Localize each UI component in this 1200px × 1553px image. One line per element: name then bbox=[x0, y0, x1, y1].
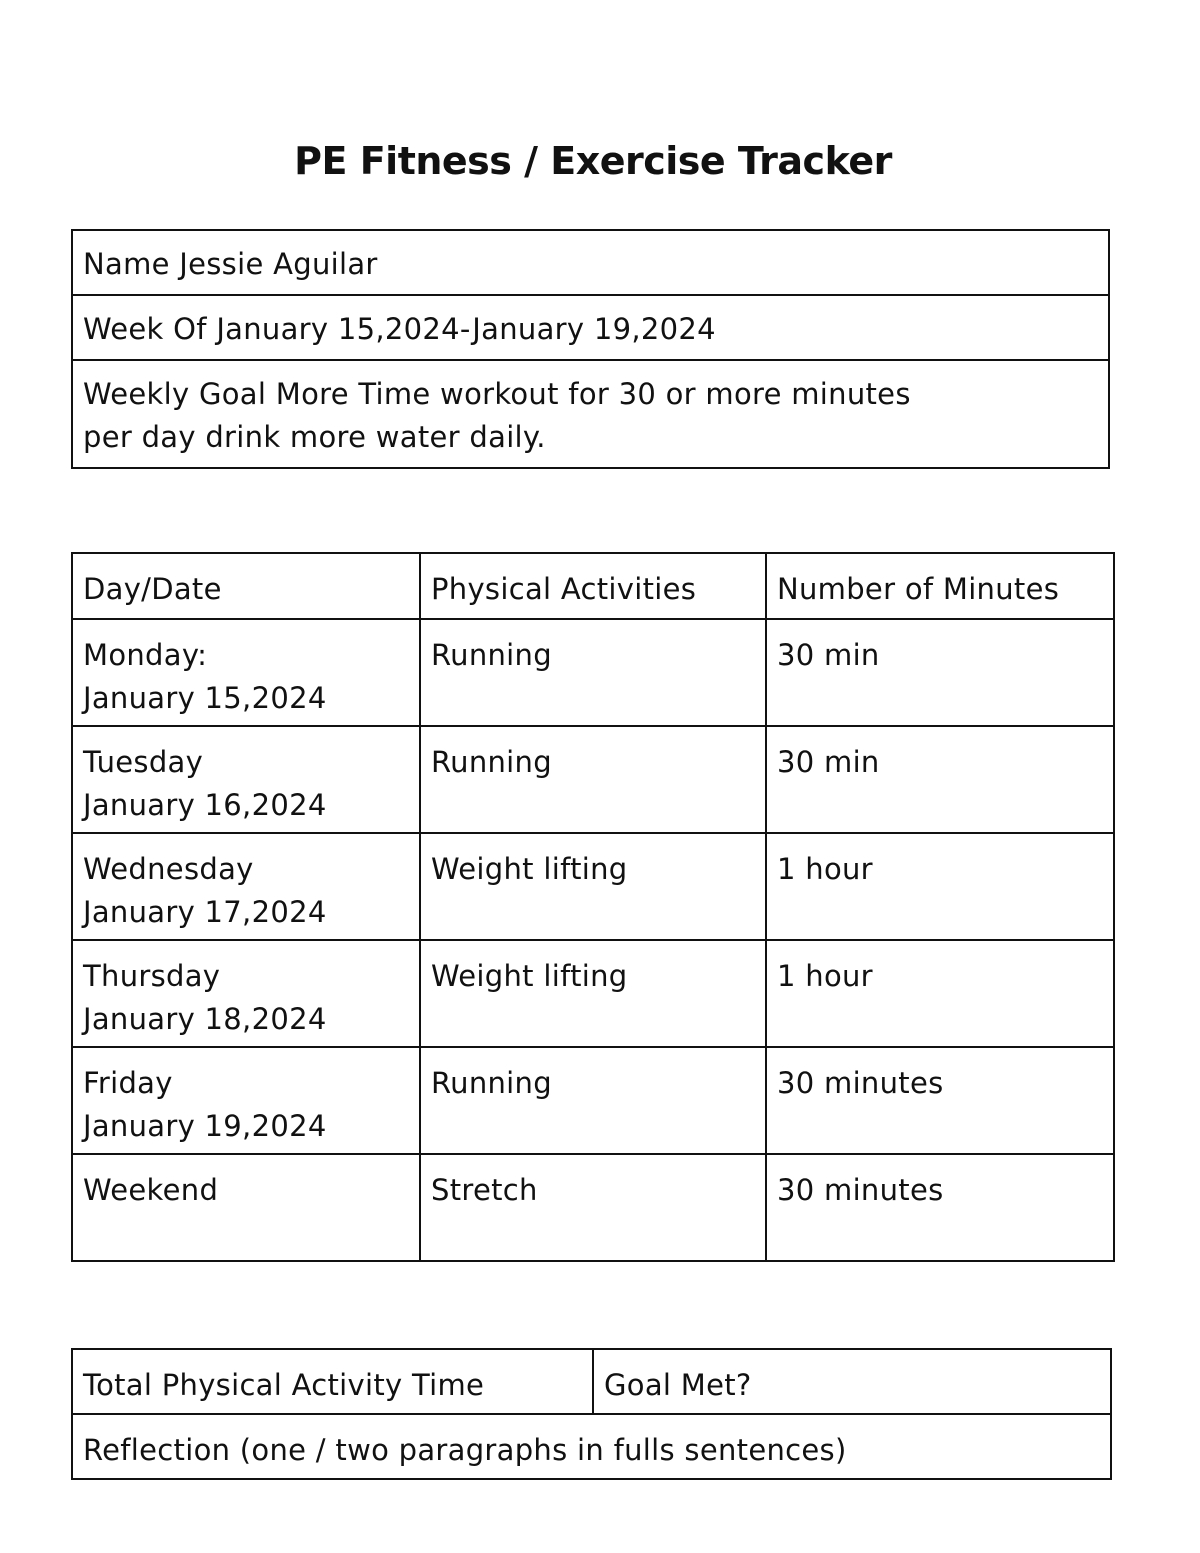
table-row bbox=[72, 619, 1114, 726]
day-name: Monday: bbox=[83, 638, 208, 672]
day-name: Wednesday bbox=[83, 852, 254, 886]
column-header-minutes: Number of Minutes bbox=[766, 553, 1114, 619]
goal-met-field: Goal Met? bbox=[593, 1349, 1111, 1414]
week-field: Week Of January 15,2024-January 19,2024 bbox=[72, 295, 1109, 360]
day-date: January 19,2024 bbox=[83, 1109, 327, 1143]
day-date-cell bbox=[72, 619, 420, 726]
day-date-cell bbox=[72, 726, 420, 833]
minutes-cell: 1 hour bbox=[766, 833, 1114, 940]
day-date: January 17,2024 bbox=[83, 895, 327, 929]
column-header-day-date: Day/Date bbox=[72, 553, 420, 619]
day-date: January 15,2024 bbox=[83, 681, 327, 715]
day-name: Friday bbox=[83, 1066, 173, 1100]
activity-cell: Weight lifting bbox=[420, 833, 766, 940]
day-date-cell bbox=[72, 1154, 420, 1261]
table-row bbox=[72, 726, 1114, 833]
minutes-cell: 30 minutes bbox=[766, 1047, 1114, 1154]
day-date-cell bbox=[72, 833, 420, 940]
student-info-table bbox=[71, 229, 1110, 469]
minutes-cell: 1 hour bbox=[766, 940, 1114, 1047]
minutes-cell: 30 minutes bbox=[766, 1154, 1114, 1261]
minutes-cell: 30 min bbox=[766, 726, 1114, 833]
column-header-activities: Physical Activities bbox=[420, 553, 766, 619]
reflection-field: Reflection (one / two paragraphs in fulls sentences) bbox=[72, 1414, 1111, 1479]
activity-cell: Running bbox=[420, 1047, 766, 1154]
minutes-cell: 30 min bbox=[766, 619, 1114, 726]
table-row bbox=[72, 940, 1114, 1047]
day-date: January 16,2024 bbox=[83, 788, 327, 822]
table-row bbox=[72, 1154, 1114, 1261]
name-field: Name Jessie Aguilar bbox=[72, 230, 1109, 295]
total-activity-time-field: Total Physical Activity Time bbox=[72, 1349, 593, 1414]
summary-table bbox=[71, 1348, 1112, 1480]
activity-log-table bbox=[71, 552, 1115, 1262]
table-row bbox=[72, 1047, 1114, 1154]
day-date-cell bbox=[72, 1047, 420, 1154]
weekly-goal-line-2: per day drink more water daily. bbox=[83, 420, 546, 454]
table-header-row bbox=[72, 553, 1114, 619]
weekly-goal-field bbox=[72, 360, 1109, 468]
table-row bbox=[72, 833, 1114, 940]
day-date-cell bbox=[72, 940, 420, 1047]
activity-cell: Stretch bbox=[420, 1154, 766, 1261]
day-date: January 18,2024 bbox=[83, 1002, 327, 1036]
day-name: Thursday bbox=[83, 959, 221, 993]
weekly-goal-line-1: Weekly Goal More Time workout for 30 or more minutes bbox=[83, 377, 911, 411]
activity-cell: Running bbox=[420, 726, 766, 833]
activity-cell: Weight lifting bbox=[420, 940, 766, 1047]
activity-cell: Running bbox=[420, 619, 766, 726]
page-title: PE Fitness / Exercise Tracker bbox=[294, 139, 892, 183]
day-name: Tuesday bbox=[83, 745, 204, 779]
day-name: Weekend bbox=[83, 1173, 219, 1207]
